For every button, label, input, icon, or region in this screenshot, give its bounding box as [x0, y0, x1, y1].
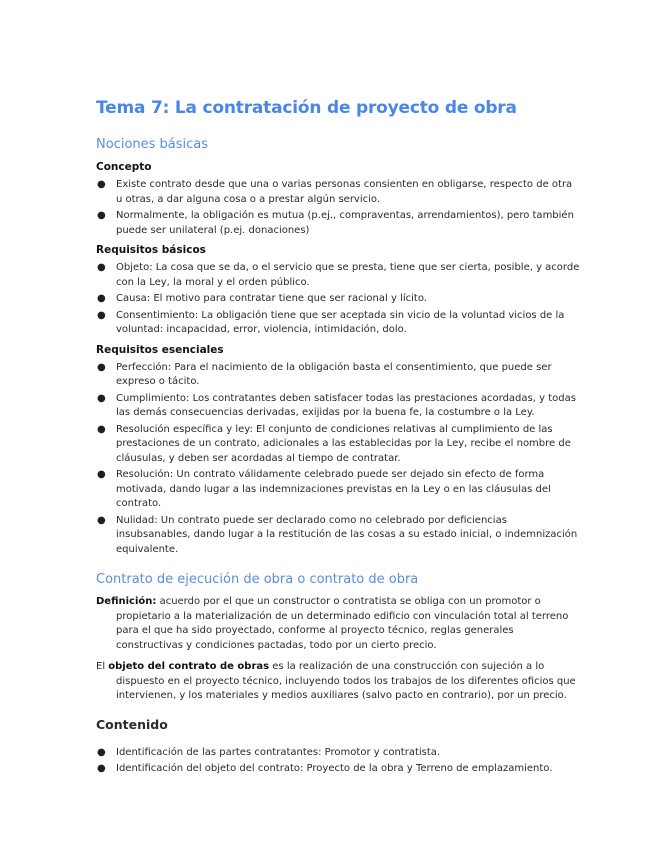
list-item-text: Existe contrato desde que una o varias personas consienten en obligarse, respecto de otra u otras, a dar alguna cosa o a prestar algún servicio. — [116, 179, 573, 205]
list-item-text: Consentimiento: La obligación tiene que ser aceptada sin vicio de la voluntad vicios de la voluntad: incapacidad, error, violencia, intimidación, dolo. — [116, 309, 565, 335]
objeto-paragraph — [96, 660, 580, 704]
list-item-text: Causa: El motivo para contratar tiene que ser racional y lícito. — [116, 293, 427, 304]
definicion-paragraph — [96, 595, 580, 653]
definicion-label: Definición: — [96, 596, 157, 607]
objeto-text: es la realización de una construcción con sujeción a lo dispuesto en el proyecto técnico, incluyendo todos los trabajos de los diferentes oficios que intervienen, y los materiales y medios auxiliares (salvo pacto en contrario), por un precio. — [116, 661, 576, 701]
requisitos-esenciales-heading: Requisitos esenciales — [96, 343, 224, 356]
requisitos-basicos-heading: Requisitos básicos — [96, 244, 206, 256]
list-item-text: Normalmente, la obligación es mutua (p.ej., compraventas, arrendamientos), pero también puede ser unilateral (p.ej. donaciones) — [116, 210, 574, 236]
bullet-icon: ● — [97, 361, 106, 373]
document-content — [96, 96, 580, 782]
contenido-list — [96, 746, 580, 777]
contenido-heading: Contenido — [96, 716, 168, 732]
bullet-icon: ● — [97, 309, 106, 321]
list-item — [96, 209, 580, 238]
contrato-obra-section — [96, 571, 580, 777]
list-item — [96, 392, 580, 421]
list-item — [96, 261, 580, 290]
list-item — [96, 178, 580, 207]
objeto-label: objeto del contrato de obras — [108, 661, 270, 672]
bullet-icon: ● — [97, 423, 106, 435]
bullet-icon: ● — [97, 763, 106, 774]
list-item — [96, 361, 580, 390]
objeto-prefix: El — [96, 661, 109, 672]
list-item-text: Nulidad: Un contrato puede ser declarado como no celebrado por deficiencias insubsanables, dando lugar a la restitución de las cosas a su estado inicial, o indemnización equivalente. — [116, 514, 578, 555]
list-item-text: Resolución específica y ley: El conjunto de condiciones relativas al cumplimiento de las prestaciones de un contrato, adicionales a las establecidas por la Ley, recibe el nombre de cláusulas, y deben ser acordadas al tiempo de contratar. — [116, 423, 571, 464]
bullet-icon: ● — [97, 293, 106, 304]
requisitos-basicos-list — [96, 261, 580, 338]
nociones-basicas-section — [96, 136, 580, 557]
concepto-list — [96, 178, 580, 238]
bullet-icon: ● — [97, 210, 106, 221]
list-item — [96, 514, 580, 558]
definicion-text: acuerdo por el que un constructor o contratista se obliga con un promotor o propietario a la materialización de un determinado edificio con vinculación total al terreno para el que ha sido proyectado, conforme al proyecto técnico, reglas generales constructivas y condiciones pactadas, todo por un cierto precio. — [116, 596, 569, 651]
bullet-icon: ● — [97, 746, 106, 758]
list-item-text: Objeto: La cosa que se da, o el servicio que se presta, tiene que ser cierta, posible, y acorde con la Ley, la moral y el orden público. — [116, 262, 580, 288]
list-item — [96, 762, 580, 777]
requisitos-esenciales-list — [96, 361, 580, 558]
bullet-icon: ● — [97, 514, 106, 526]
list-item-text: Identificación de las partes contratantes: Promotor y contratista. — [116, 746, 441, 758]
list-item — [96, 292, 580, 307]
list-item — [96, 468, 580, 512]
list-item-text: Cumplimiento: Los contratantes deben satisfacer todas las prestaciones acordadas, y todas las demás consecuencias derivadas, exijidas por la buena fe, la costumbre o la Ley. — [116, 392, 576, 418]
nociones-basicas-heading: Nociones básicas — [96, 137, 209, 152]
bullet-icon: ● — [97, 469, 106, 480]
concepto-heading: Concepto — [96, 161, 152, 173]
list-item — [96, 746, 580, 761]
list-item-text: Resolución: Un contrato válidamente celebrado puede ser dejado sin efecto de forma motivada, dando lugar a las indemnizaciones previstas en la Ley o en las cláusulas del contrato. — [116, 469, 551, 509]
bullet-icon: ● — [97, 392, 106, 404]
list-item — [96, 309, 580, 338]
list-item-text: Perfección: Para el nacimiento de la obligación basta el consentimiento, que puede ser expreso o tácito. — [116, 361, 552, 387]
list-item — [96, 423, 580, 467]
document-title: Tema 7: La contratación de proyecto de obra — [96, 98, 517, 118]
list-item-text: Identificación del objeto del contrato: Proyecto de la obra y Terreno de emplazamiento. — [116, 763, 553, 774]
bullet-icon: ● — [97, 179, 106, 190]
contrato-obra-heading: Contrato de ejecución de obra o contrato de obra — [96, 572, 419, 587]
bullet-icon: ● — [97, 262, 106, 273]
